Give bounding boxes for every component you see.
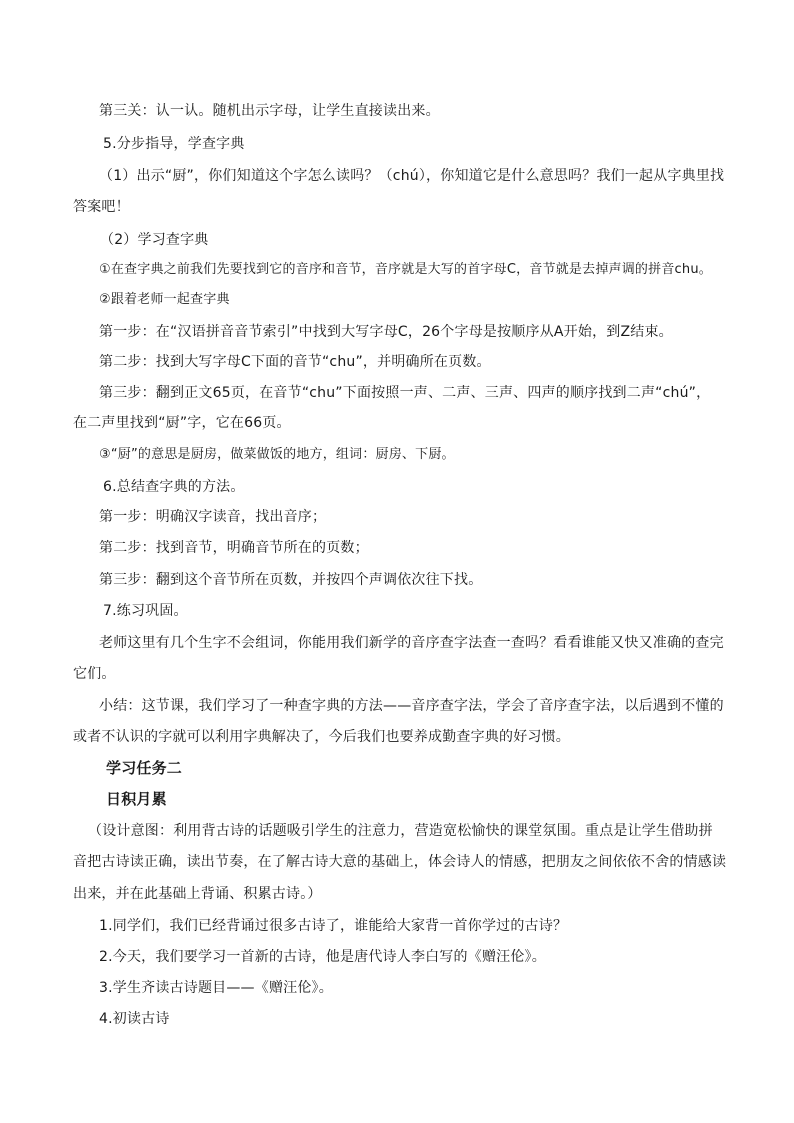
text-line: ②跟着老师一起查字典 [99,292,230,307]
text-line: （设计意图：利用背古诗的话题吸引学生的注意力，营造宽松愉快的课堂氛围。重点是让学生借助拼 [88,823,713,839]
text-line: 小结：这节课，我们学习了一种查字典的方法——音序查字法，学会了音序查字法，以后遇到不懂的 [99,698,724,714]
text-line: 音把古诗读正确，读出节奏，在了解古诗大意的基础上，体会诗人的情感，把朋友之间依依不舍的情感读 [73,854,727,870]
text-line: 第二步：找到音节，明确音节所在的页数； [99,540,369,556]
text-line: 它们。 [73,666,116,682]
text-line: 第三步：翻到正文65页，在音节“chu”下面按照一声、二声、三声、四声的顺序找到二声“chú”， [99,385,711,401]
text-line: 出来，并在此基础上背诵、积累古诗。） [73,886,322,902]
text-line: 3.学生齐读古诗题目——《赠汪伦》。 [99,980,333,996]
text-line: 第三步：翻到这个音节所在页数，并按四个声调依次往下找。 [99,572,483,588]
section-heading: 学习任务二 [106,759,183,777]
text-line: 2.今天，我们要学习一首新的古诗，他是唐代诗人李白写的《赠汪伦》。 [99,949,546,965]
section-heading: 日积月累 [106,790,167,808]
text-line: 答案吧！ [73,199,130,215]
text-line: ③“厨”的意思是厨房，做菜做饭的地方，组词：厨房、下厨。 [99,447,455,462]
text-line: 1.同学们，我们已经背诵过很多古诗了，谁能给大家背一首你学过的古诗？ [99,918,568,934]
text-line: 7.练习巩固。 [103,603,188,619]
text-line: 老师这里有几个生字不会组词，你能用我们新学的音序查字法查一查吗？看看谁能又快又准确的查完 [99,635,724,651]
text-line: 第一步：在“汉语拼音音节索引”中找到大写字母C，26个字母是按顺序从A开始，到Z结束。 [99,324,673,340]
text-line: （1）出示“厨”，你们知道这个字怎么读吗？（chú），你知道它是什么意思吗？我们一起从字典里找 [99,168,725,184]
text-line: 第三关：认一认。随机出示字母，让学生直接读出来。 [99,103,440,119]
text-line: 6.总结查字典的方法。 [103,479,245,495]
text-line: 4.初读古诗 [99,1011,170,1027]
text-line: 第一步：明确汉字读音，找出音序； [99,509,327,525]
text-line: ①在查字典之前我们先要找到它的音序和音节，音序就是大写的首字母C，音节就是去掉声调的拼音chu。 [99,262,712,277]
text-line: 或者不认识的字就可以利用字典解决了，今后我们也要养成勤查字典的好习惯。 [73,729,570,745]
text-line: （2）学习查字典 [100,232,209,248]
text-line: 在二声里找到“厨”字，它在66页。 [73,415,291,431]
text-line: 5.分步指导，学查字典 [103,136,245,152]
text-line: 第二步：找到大写字母C下面的音节“chu”，并明确所在页数。 [99,354,491,370]
